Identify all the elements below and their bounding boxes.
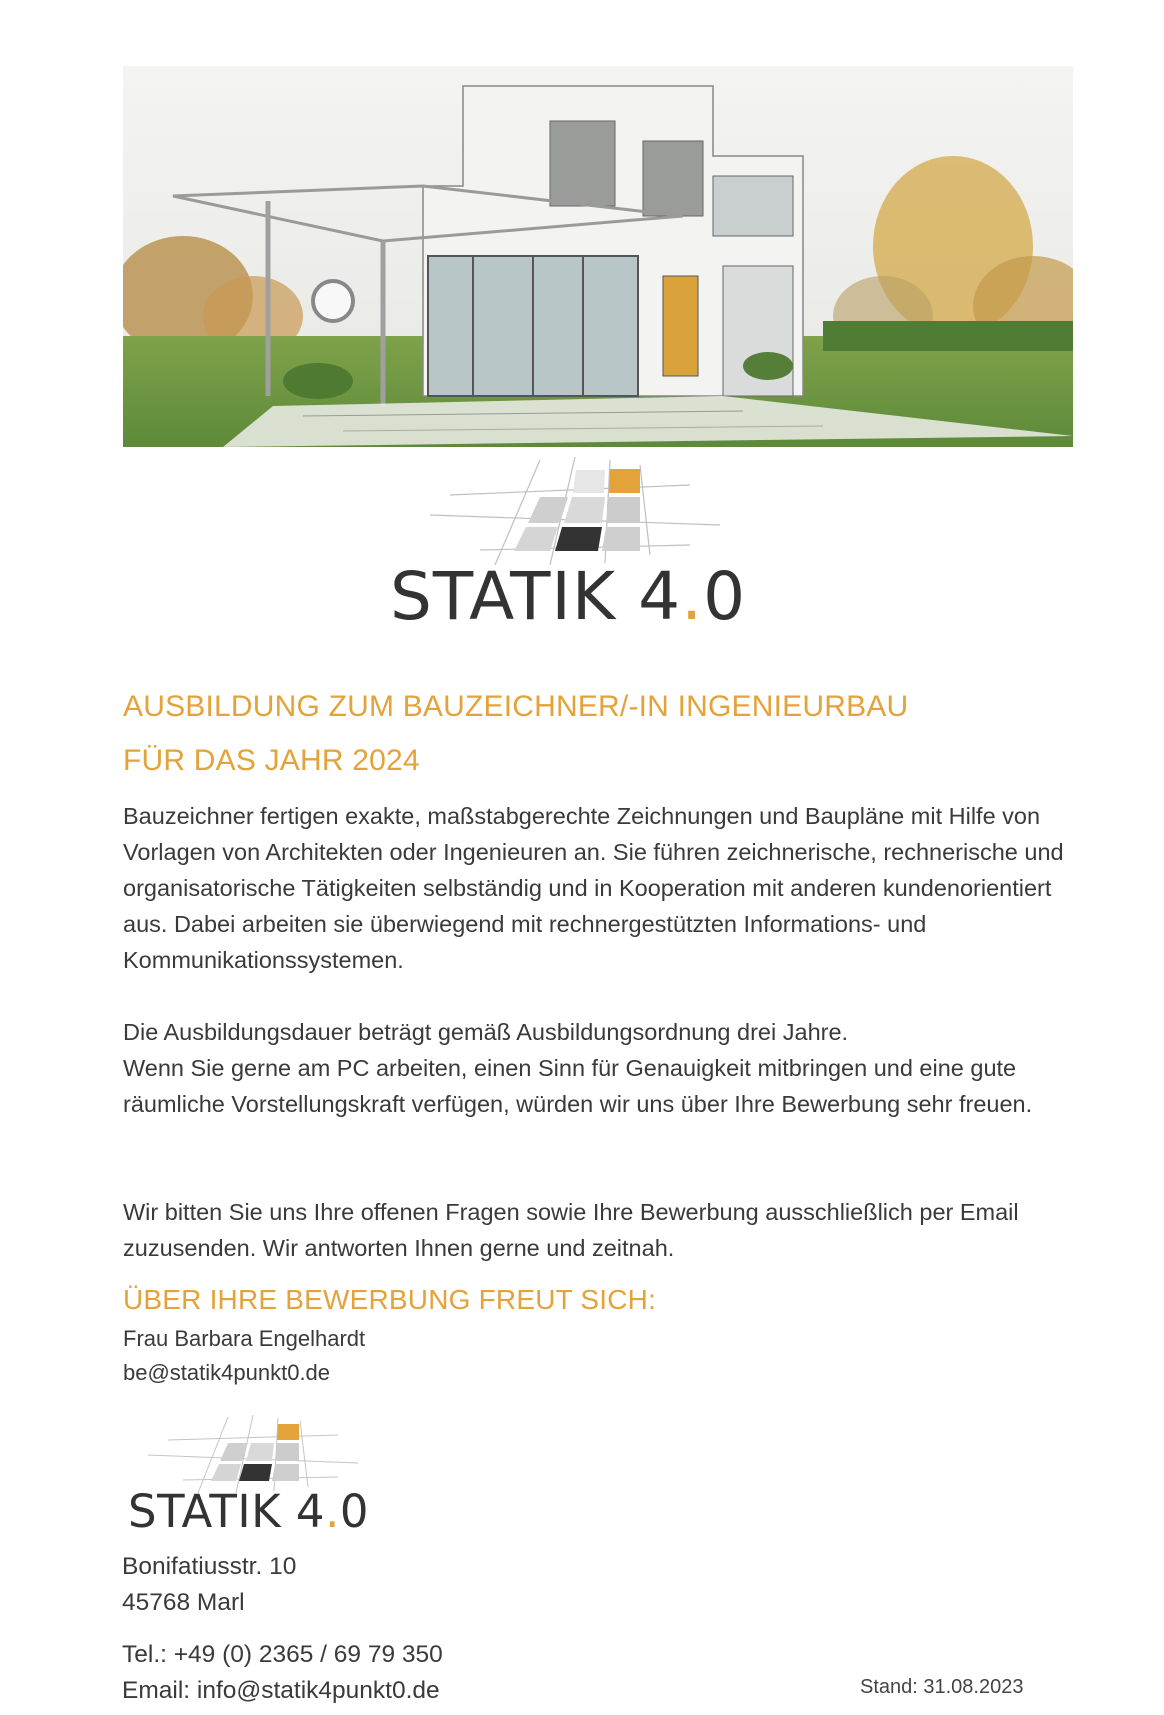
date-stamp: Stand: 31.08.2023 (860, 1676, 1024, 1698)
logo-wordmark-small: STATIK 4.0 (128, 1485, 370, 1538)
company-logo (390, 455, 790, 635)
paragraph-description: Bauzeichner fertigen exakte, maßstabgerechte Zeichnungen und Baupläne mit Hilfe von Vorlagen von Architekten oder Ingenieuren an. Sie führen zeichnerische, rechnerische und organisatorische Tätigkeiten selbständig und in Kooperation mit anderen kundenorientiert aus. Dabei arbeiten sie überwiegend mit rechnergestützten Informations- und Kommunikationssystemen. (123, 803, 1064, 973)
page-title-line1: AUSBILDUNG ZUM BAUZEICHNER/-IN INGENIEURBAU (123, 690, 909, 723)
address-city: 45768 Marl (122, 1589, 245, 1616)
address-street: Bonifatiusstr. 10 (122, 1553, 297, 1580)
paragraph-duration: Die Ausbildungsdauer beträgt gemäß Ausbildungsordnung drei Jahre. (123, 1019, 849, 1045)
logo-dot: . (681, 558, 704, 635)
contact-heading: ÜBER IHRE BEWERBUNG FREUT SICH: (123, 1284, 657, 1315)
company-logo-small (128, 1415, 398, 1540)
footer-email-link[interactable]: Email: info@statik4punkt0.de (122, 1677, 440, 1704)
page-title-line2: FÜR DAS JAHR 2024 (123, 744, 420, 777)
hero-house-image (123, 66, 1073, 447)
contact-email-link[interactable]: be@statik4punkt0.de (123, 1360, 331, 1385)
phone-number[interactable]: Tel.: +49 (0) 2365 / 69 79 350 (122, 1641, 443, 1668)
paragraph-application: Wir bitten Sie uns Ihre offenen Fragen sowie Ihre Bewerbung ausschließlich per Email zuzusenden. Wir antworten Ihnen gerne und zeitnah. (123, 1199, 1019, 1261)
contact-name: Frau Barbara Engelhardt (123, 1326, 366, 1351)
paragraph-requirements: Wenn Sie gerne am PC arbeiten, einen Sinn für Genauigkeit mitbringen und eine gute räumliche Vorstellungskraft verfügen, würden wir uns über Ihre Bewerbung sehr freuen. (123, 1055, 1033, 1117)
logo-wordmark: STATIK 4.0 (390, 558, 747, 635)
